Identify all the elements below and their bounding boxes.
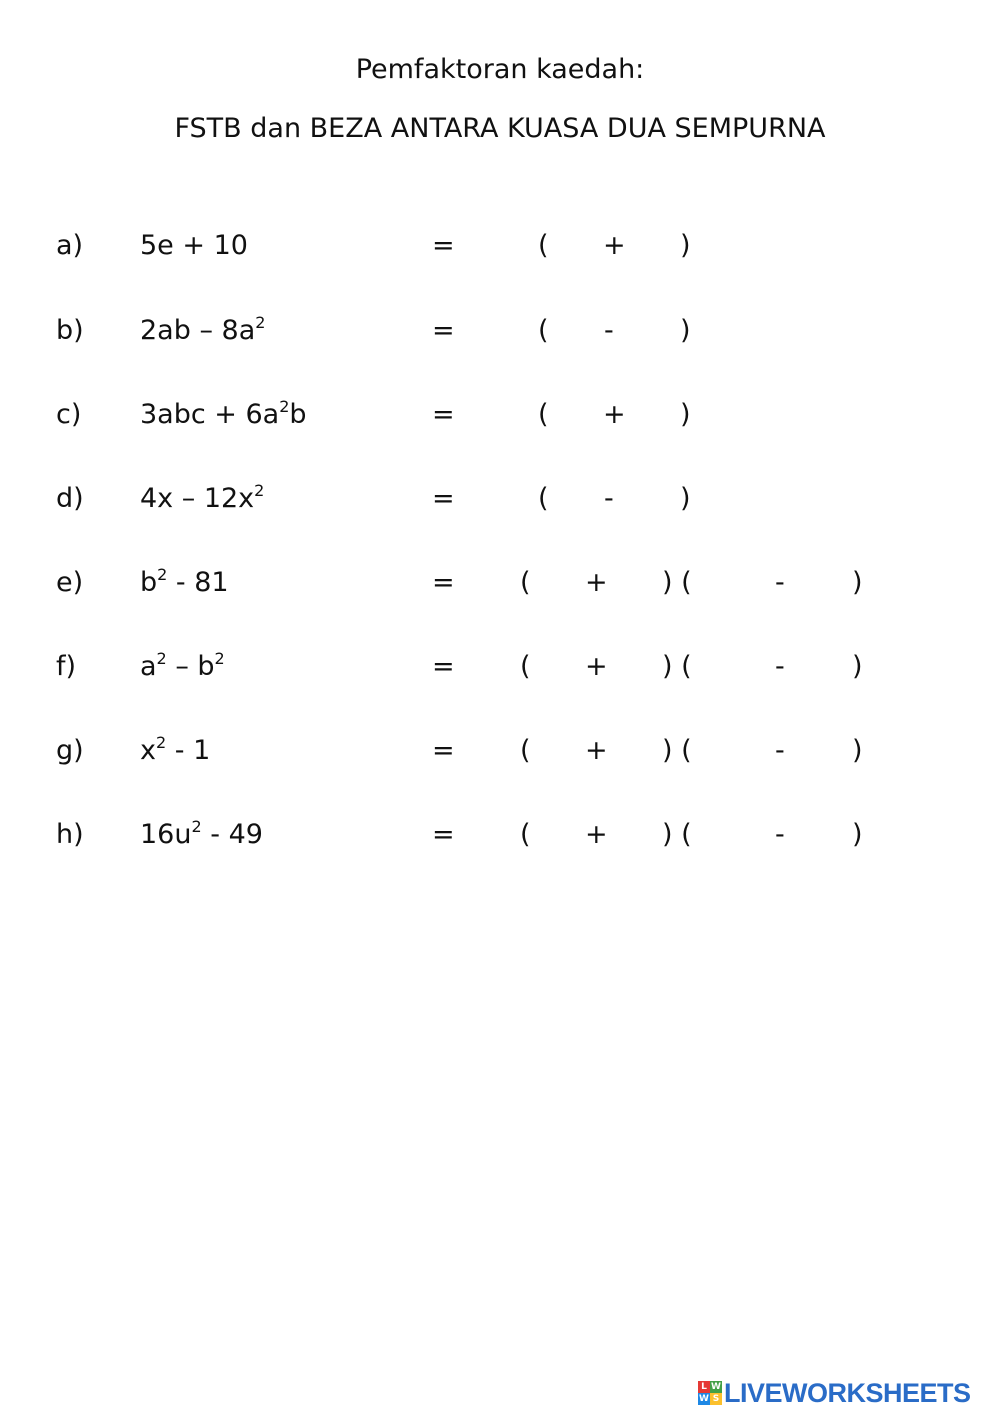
equals-sign: = (432, 483, 455, 514)
answer-open-paren: ( (520, 651, 531, 682)
answer-open-paren: ( (520, 819, 531, 850)
question-row-f (0, 651, 1000, 691)
worksheet-title: Pemfaktoran kaedah: (355, 54, 645, 85)
answer-operator-plus: + (585, 651, 608, 682)
question-label: e) (56, 567, 84, 598)
answer-middle-parens: ) ( (662, 819, 692, 850)
question-label: h) (56, 819, 84, 850)
answer-open-paren: ( (538, 399, 549, 430)
answer-close-paren: ) (680, 230, 691, 261)
equals-sign: = (432, 230, 455, 261)
answer-close-paren: ) (680, 315, 691, 346)
question-row-a (0, 230, 1000, 270)
question-label: g) (56, 735, 84, 766)
question-expression: 5e + 10 (140, 230, 248, 261)
question-expression: $2ab - 8a^2$ (140, 313, 266, 346)
equals-sign: = (432, 399, 455, 430)
question-label: f) (56, 651, 77, 682)
answer-close-paren: ) (680, 483, 691, 514)
equals-sign: = (432, 315, 455, 346)
question-label: a) (56, 230, 84, 261)
question-row-b (0, 315, 1000, 355)
question-row-c (0, 399, 1000, 439)
question-row-e (0, 567, 1000, 607)
answer-operator: - (604, 483, 614, 514)
answer-close-paren: ) (680, 399, 691, 430)
answer-operator-plus: + (585, 819, 608, 850)
question-expression: $a^2 - b^2$ (140, 649, 225, 682)
question-expression: $4x - 12x^2$ (140, 481, 265, 514)
answer-open-paren: ( (520, 567, 531, 598)
answer-operator: + (603, 230, 626, 261)
answer-middle-parens: ) ( (662, 735, 692, 766)
question-expression: $x^2 - 1$ (140, 733, 211, 766)
answer-operator-minus: - (775, 819, 785, 850)
liveworksheets-logo-text: LIVEWORKSHEETS (724, 1377, 971, 1408)
equals-sign: = (432, 651, 455, 682)
answer-close-paren: ) (852, 651, 863, 682)
answer-operator-minus: - (775, 567, 785, 598)
answer-open-paren: ( (538, 230, 549, 261)
answer-operator-plus: + (585, 567, 608, 598)
question-label: d) (56, 483, 84, 514)
answer-middle-parens: ) ( (662, 567, 692, 598)
answer-operator: + (603, 399, 626, 430)
answer-operator-plus: + (585, 735, 608, 766)
answer-operator-minus: - (775, 735, 785, 766)
worksheet-subtitle: FSTB dan BEZA ANTARA KUASA DUA SEMPURNA (174, 113, 826, 144)
answer-close-paren: ) (852, 735, 863, 766)
answer-close-paren: ) (852, 819, 863, 850)
liveworksheets-logo-icon: L W W S (699, 1382, 721, 1404)
liveworksheets-logo[interactable] (698, 1378, 971, 1408)
question-expression: $3abc + 6a^2b$ (140, 397, 307, 430)
equals-sign: = (432, 567, 455, 598)
question-expression: $16u^2 - 49$ (140, 817, 263, 850)
question-row-d (0, 483, 1000, 523)
equals-sign: = (432, 819, 455, 850)
equals-sign: = (432, 735, 455, 766)
question-expression: $b^2 - 81$ (140, 565, 229, 598)
answer-open-paren: ( (520, 735, 531, 766)
answer-middle-parens: ) ( (662, 651, 692, 682)
question-row-g (0, 735, 1000, 775)
answer-operator-minus: - (775, 651, 785, 682)
question-row-h (0, 819, 1000, 859)
answer-close-paren: ) (852, 567, 863, 598)
answer-open-paren: ( (538, 315, 549, 346)
question-label: b) (56, 315, 84, 346)
answer-operator: - (604, 315, 614, 346)
question-label: c) (56, 399, 82, 430)
answer-open-paren: ( (538, 483, 549, 514)
